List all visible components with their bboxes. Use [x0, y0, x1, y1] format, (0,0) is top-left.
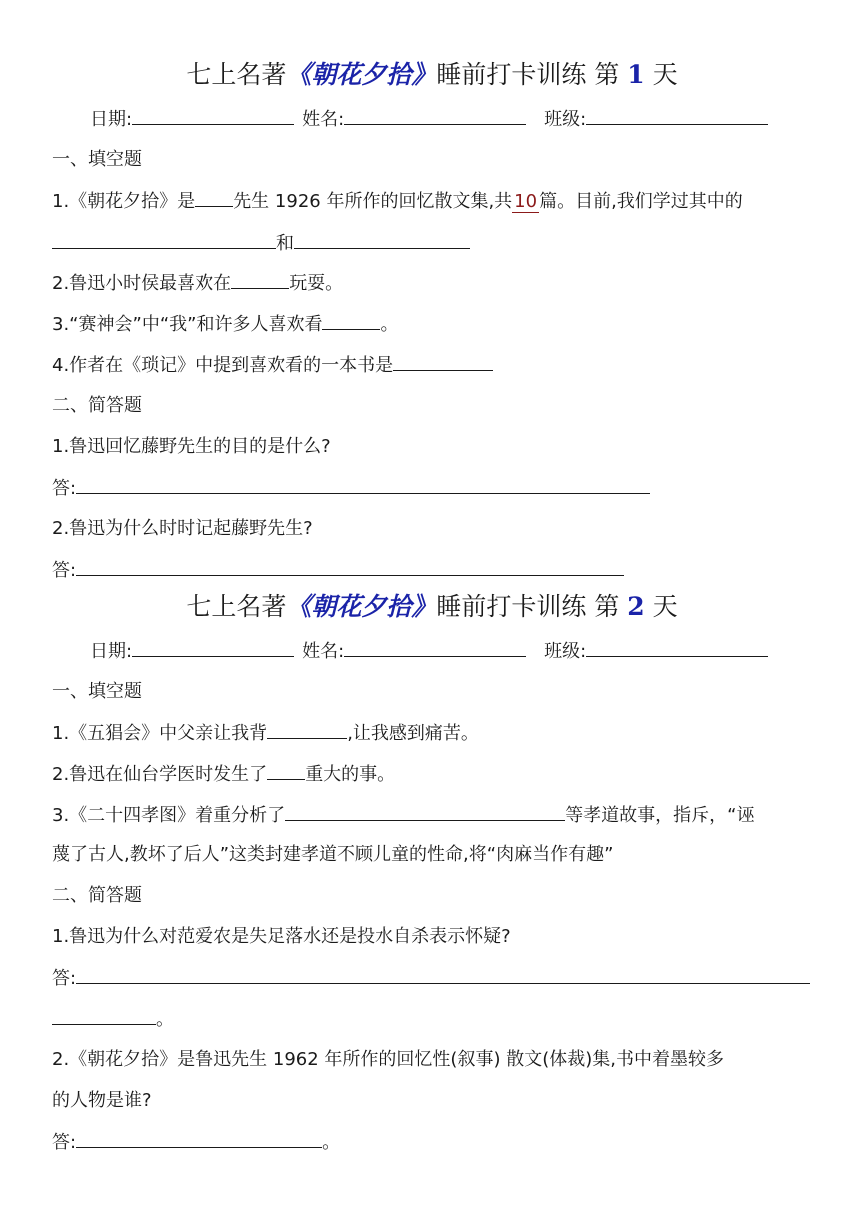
day1-q1-text-b: 先生 1926 年所作的回忆散文集,共: [233, 191, 513, 212]
day2-s2: 2.《朝花夕拾》是鲁迅先生 1962 年所作的回忆性(叙事) 散文(体裁)集,书中着墨较多: [52, 1049, 724, 1070]
day2-s2-answer-label: 答:: [52, 1132, 77, 1153]
day2-q3-line2: 蔑了古人,教坏了后人”这类封建孝道不顾儿童的性命,将“肉麻当作有趣”: [52, 844, 614, 865]
day2-q1-blank[interactable]: [267, 720, 347, 739]
day1-q1-text-c: 篇。目前,我们学过其中的: [539, 191, 743, 212]
day1-q3-blank[interactable]: [322, 311, 380, 330]
day2-q2: [52, 761, 395, 788]
day1-s2-answer-label: 答:: [52, 560, 77, 581]
day1-q4: [52, 352, 493, 379]
day2-s1: 1.鲁迅为什么对范爱农是失足落水还是投水自杀表示怀疑?: [52, 926, 511, 947]
day1-info-row: [90, 106, 768, 133]
day1-class-field[interactable]: [586, 106, 768, 125]
day1-q3-text-a: 3.“赛神会”中“我”和许多人喜欢看: [52, 314, 323, 335]
day1-title-suffix: 睡前打卡训练 第: [436, 60, 620, 89]
day2-title-prefix: 七上名著: [186, 592, 287, 621]
day2-section-fill: 一、填空题: [52, 681, 142, 702]
day2-q2-text-a: 2.鲁迅在仙台学医时发生了: [52, 764, 268, 785]
day1-q1: [52, 188, 743, 215]
day1-s1-answer: [52, 475, 650, 502]
day2-s2-end: 。: [322, 1132, 341, 1153]
day2-q1-text-b: ,让我感到痛苦。: [347, 723, 479, 744]
day2-q2-text-b: 重大的事。: [305, 764, 396, 785]
day1-title-day: 天: [652, 60, 678, 89]
day2-s2-line2: 的人物是谁?: [52, 1090, 152, 1111]
day1-title: [0, 58, 864, 92]
day1-s1-answer-field[interactable]: [76, 475, 650, 494]
day1-q2-blank[interactable]: [231, 270, 289, 289]
day1-q1-line2: [52, 230, 470, 257]
day2-q3-text-b: 等孝道故事，指斥，“诬: [565, 805, 755, 826]
day1-name-label: 姓名:: [302, 109, 345, 130]
day2-s2-answer: [52, 1129, 340, 1156]
day2-date-label: 日期:: [90, 641, 133, 662]
day2-title-book: 《朝花夕拾》: [286, 592, 437, 621]
day2-info-row: [90, 638, 768, 665]
day1-q1-blank-author[interactable]: [195, 188, 233, 207]
day1-q1-text-a: 1.《朝花夕拾》是: [52, 191, 196, 212]
day2-date-field[interactable]: [132, 638, 294, 657]
day2-q3: [52, 802, 755, 829]
day1-title-book: 《朝花夕拾》: [286, 60, 437, 89]
day2-q1-text-a: 1.《五猖会》中父亲让我背: [52, 723, 268, 744]
day2-q3-text-a: 3.《二十四孝图》着重分析了: [52, 805, 286, 826]
day2-s1-answer-field[interactable]: [76, 965, 810, 984]
day1-q1-blank-2[interactable]: [294, 230, 470, 249]
day2-section-short: 二、简答题: [52, 885, 142, 906]
day2-name-label: 姓名:: [302, 641, 345, 662]
day1-q2-text-b: 玩耍。: [289, 273, 344, 294]
day1-q2: [52, 270, 343, 297]
day1-q2-text-a: 2.鲁迅小时侯最喜欢在: [52, 273, 232, 294]
day2-q2-blank[interactable]: [267, 761, 305, 780]
day2-q3-blank[interactable]: [285, 802, 565, 821]
day1-s2-answer-field[interactable]: [76, 557, 624, 576]
day1-q3-text-b: 。: [380, 314, 399, 335]
day1-title-prefix: 七上名著: [186, 60, 287, 89]
day2-s1-answer-label: 答:: [52, 968, 77, 989]
day2-q1: [52, 720, 479, 747]
day2-day-number: 2: [627, 592, 645, 621]
day2-s2-answer-field[interactable]: [76, 1129, 322, 1148]
day1-q4-text-a: 4.作者在《琐记》中提到喜欢看的一本书是: [52, 355, 394, 376]
day1-section-fill: 一、填空题: [52, 149, 142, 170]
day1-q1-blank-1[interactable]: [52, 230, 276, 249]
day2-title: [0, 590, 864, 624]
day2-title-day: 天: [652, 592, 678, 621]
day2-s1-answer-line2: [52, 1006, 174, 1033]
day1-s1: 1.鲁迅回忆藤野先生的目的是什么?: [52, 436, 331, 457]
day1-s2: 2.鲁迅为什么时时记起藤野先生?: [52, 518, 313, 539]
day1-s2-answer: [52, 557, 624, 584]
day1-date-field[interactable]: [132, 106, 294, 125]
day1-section-short: 二、简答题: [52, 395, 142, 416]
day1-q4-blank[interactable]: [393, 352, 493, 371]
day2-title-suffix: 睡前打卡训练 第: [436, 592, 620, 621]
day1-day-number: 1: [627, 60, 645, 89]
day1-class-label: 班级:: [544, 109, 587, 130]
day2-class-label: 班级:: [544, 641, 587, 662]
day2-s1-answer: [52, 965, 810, 992]
day1-q3: [52, 311, 398, 338]
day2-s1-end: 。: [156, 1009, 174, 1030]
day1-date-label: 日期:: [90, 109, 133, 130]
day2-s1-answer-field-2[interactable]: [52, 1006, 156, 1025]
day2-name-field[interactable]: [344, 638, 526, 657]
day2-class-field[interactable]: [586, 638, 768, 657]
day1-name-field[interactable]: [344, 106, 526, 125]
day1-q1-and: 和: [276, 233, 294, 254]
day1-s1-answer-label: 答:: [52, 478, 77, 499]
day1-q1-count: 10: [514, 191, 538, 212]
